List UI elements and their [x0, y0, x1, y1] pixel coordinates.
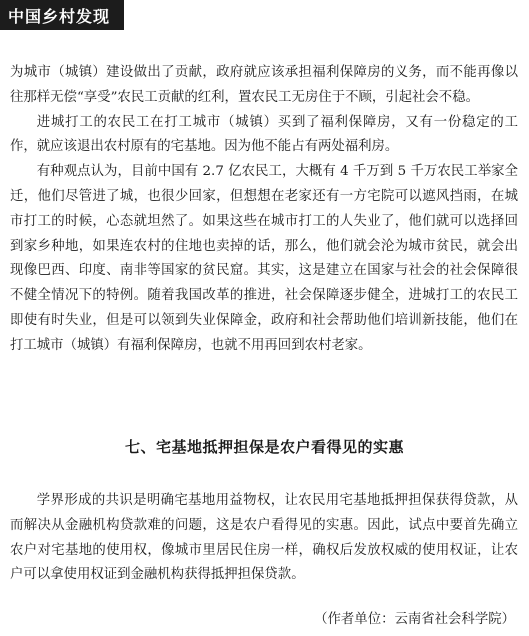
- paragraph-mortgage: 学界形成的共识是明确宅基地用益物权，让农民用宅基地抵押担保获得贷款，从而解决从金融机构贷款难的问题，这是农户看得见的实惠。因此，试点中要首先确立农户对宅基地的使用权，像城市里居民住房一样，确权后发放权威的使用权证，让农户可以拿使用权证到金融机构获得抵押担保贷款。: [10, 493, 518, 583]
- journal-header-box: [0, 0, 124, 30]
- article-body-top: [10, 61, 518, 359]
- author-affiliation: （作者单位：云南省社会科学院）: [314, 612, 515, 627]
- section-heading: 七、宅基地抵押担保是农户看得见的实惠: [124, 438, 404, 456]
- journal-title: 中国乡村发现: [8, 6, 111, 26]
- paragraph-continued: 为城市（城镇）建设做出了贡献，政府就应该承担福利保障房的义务，而不能再像以往那样无偿“享受”农民工贡献的红利，置农民工无房住于不顾，引起社会不稳。: [10, 65, 518, 105]
- paragraph-homestead-exit: 进城打工的农民工在打工城市（城镇）买到了福利保障房，又有一份稳定的工作，就应该退出农村原有的宅基地。因为他不能占有两处福利房。: [10, 114, 518, 155]
- article-body-bottom: [10, 489, 518, 588]
- paragraph-migrant-view: 有种观点认为，目前中国有 2.7 亿农民工，大概有 4 千万到 5 千万农民工举家全迁，他们尽管进了城，也很少回家，但想想在老家还有一方宅院可以遮风挡雨，在城市打工的时候，心态就坦然了。如果这些在城市打工的人失业了，他们就可以选择回到家乡种地，如果连农村的住地也卖掉的话，那么，他们就会沦为城市贫民，就会出现像巴西、印度、南非等国家的贫民窟。其实，这是建立在国家与社会的社会保障很不健全情况下的特例。随着我国改革的推进，社会保障逐步健全，进城打工的农民工即使有时失业，但是可以领到失业保障金，政府和社会帮助他们培训新技能，他们在打工城市（城镇）有福利保障房，也就不用再回到农村老家。: [10, 164, 518, 353]
